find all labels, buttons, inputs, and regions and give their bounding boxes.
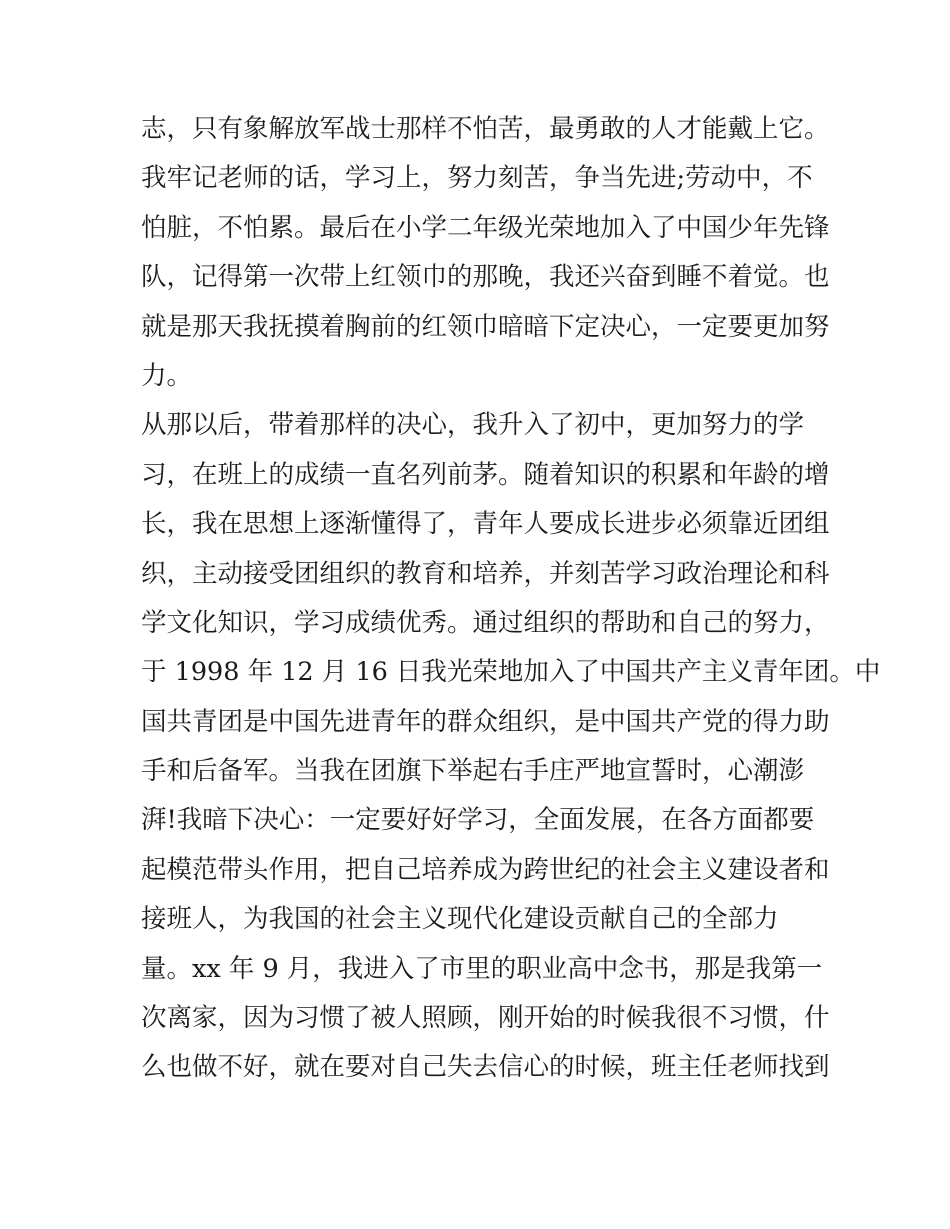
text-line: 长，我在思想上逐渐懂得了，青年人要成长进步必须靠近团组 [141, 509, 830, 540]
text-line: 怕脏，不怕累。最后在小学二年级光荣地加入了中国少年先锋 [141, 212, 830, 243]
text-line: 次离家，因为习惯了被人照顾，刚开始的时候我很不习惯，什 [141, 1003, 830, 1034]
text-line: 志，只有象解放军战士那样不怕苦，最勇敢的人才能戴上它。 [141, 114, 830, 144]
text-line: 湃!我暗下决心：一定要好好学习，全面发展，在各方面都要 [141, 805, 815, 836]
text-line: 手和后备军。当我在团旗下举起右手庄严地宣誓时，心潮澎 [141, 756, 805, 787]
text-line: 国共青团是中国先进青年的群众组织，是中国共产党的得力助 [141, 706, 830, 737]
text-line: 学文化知识，学习成绩优秀。通过组织的帮助和自己的努力， [141, 607, 830, 638]
text-line: 么也做不好，就在要对自己失去信心的时候，班主任老师找到 [141, 1052, 830, 1083]
text-line: 接班人，为我国的社会主义现代化建设贡献自己的全部力 [141, 904, 779, 935]
text-line: 习，在班上的成绩一直名列前茅。随着知识的积累和年龄的增 [141, 459, 830, 490]
text-line: 从那以后，带着那样的决心，我升入了初中，更加努力的学 [141, 410, 805, 441]
text-line: 队，记得第一次带上红领巾的那晚，我还兴奋到睡不着觉。也 [141, 262, 830, 293]
text-line: 量。xx 年 9 月，我进入了市里的职业高中念书，那是我第一 [141, 953, 823, 984]
text-line: 起模范带头作用，把自己培养成为跨世纪的社会主义建设者和 [141, 854, 830, 885]
text-line: 我牢记老师的话，学习上，努力刻苦，争当先进;劳动中，不 [141, 163, 813, 194]
text-line: 织，主动接受团组织的教育和培养，并刻苦学习政治理论和科 [141, 558, 830, 589]
text-line: 就是那天我抚摸着胸前的红领巾暗暗下定决心，一定要更加努 [141, 311, 830, 342]
text-line: 力。 [141, 360, 193, 391]
text-line: 于 1998 年 12 月 16 日我光荣地加入了中国共产主义青年团。中 [141, 657, 881, 688]
body-text [141, 105, 881, 1093]
